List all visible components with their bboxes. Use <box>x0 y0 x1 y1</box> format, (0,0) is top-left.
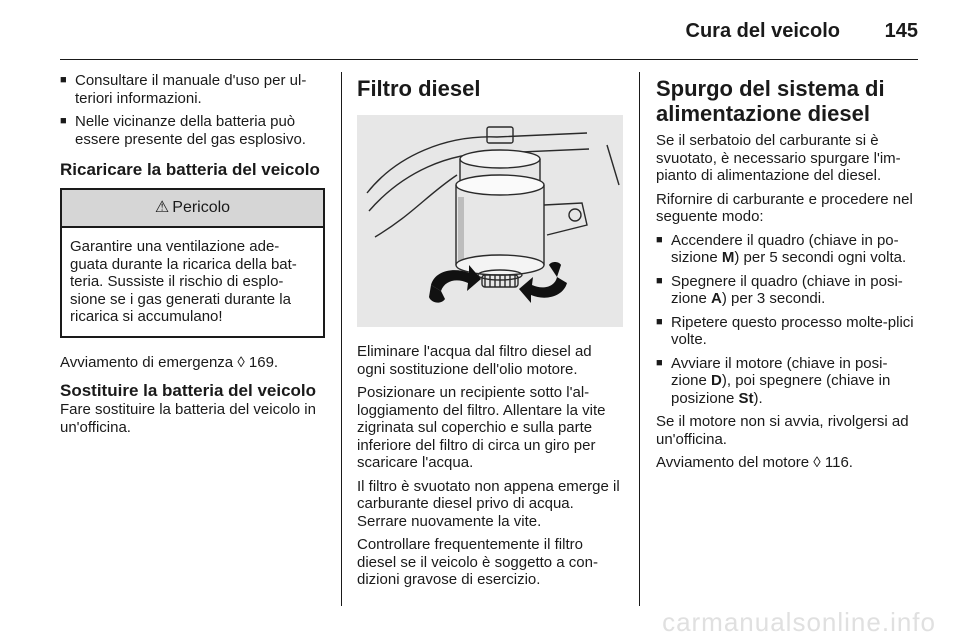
warning-triangle-icon: ⚠ <box>154 199 170 217</box>
list-item: ■ Accendere il quadro (chiave in po-sizione M) per 5 secondi ogni volta. <box>656 231 907 266</box>
column-divider <box>341 72 342 606</box>
cross-reference: Avviamento del motore ◊ 116. <box>656 454 853 471</box>
watermark: carmanualsonline.info <box>662 607 936 637</box>
list-item: ■ Spegnere il quadro (chiave in posi-zione A) per 3 secondi. <box>656 272 903 307</box>
section-heading: Spurgo del sistema di alimentazione diesel <box>656 76 885 126</box>
paragraph: Controllare frequentemente il filtro diesel se il veicolo è soggetto a con-dizioni gravose di esercizio. <box>357 536 598 588</box>
paragraph: Se il motore non si avvia, rivolgersi ad un'officina. <box>656 413 909 448</box>
column-middle <box>357 72 623 595</box>
paragraph: Posizionare un recipiente sotto l'al-loggiamento del filtro. Allentare la vite zigrinata sul coperchio e sulla parte inferiore del filtro di circa un giro per scaricare l'acqua. <box>357 384 606 471</box>
section-heading: Sostituire la batteria del veicolo <box>60 381 317 400</box>
column-right <box>656 72 922 478</box>
warning-header <box>62 190 323 228</box>
section-heading: Ricaricare la batteria del veicolo <box>60 160 320 179</box>
paragraph: Il filtro è svuotato non appena emerge il carburante diesel privo di acqua. Serrare nuovamente la vite. <box>357 477 620 530</box>
warning-title: Pericolo <box>172 199 231 217</box>
square-bullet-icon: ■ <box>60 74 67 86</box>
list-item: ■ Consultare il manuale d'uso per ul-teriori informazioni. <box>60 72 307 107</box>
list-item: ■ Ripetere questo processo molte-plici volte. <box>656 313 914 348</box>
chapter-title: Cura del veicolo <box>685 20 840 42</box>
square-bullet-icon: ■ <box>60 115 67 127</box>
warning-text: Garantire una ventilazione ade-guata durante la ricarica della bat-teria. Sussiste il rischio di esplo-sione se i gas generati durante la ricarica si accumulano! <box>70 238 297 325</box>
square-bullet-icon: ■ <box>656 233 663 246</box>
page-number: 145 <box>884 20 918 42</box>
list-item: ■ Nelle vicinanze della batteria può essere presente del gas esplosivo. <box>60 113 306 148</box>
cross-reference: Avviamento di emergenza ◊ 169. <box>60 353 279 371</box>
paragraph: Rifornire di carburante e procedere nel seguente modo: <box>656 190 913 225</box>
diesel-filter-illustration <box>357 115 623 327</box>
paragraph: Fare sostituire la batteria del veicolo in un'officina. <box>60 401 316 436</box>
column-left <box>60 72 325 442</box>
column-divider <box>639 72 640 606</box>
paragraph: Se il serbatoio del carburante si è svuotato, è necessario spurgare l'im-pianto di alimentazione del diesel. <box>656 132 901 184</box>
list-item: ■ Avviare il motore (chiave in posi-zione D), poi spegnere (chiave in posizione St). <box>656 354 891 407</box>
square-bullet-icon: ■ <box>656 274 663 287</box>
warning-box <box>60 188 325 338</box>
section-heading: Filtro diesel <box>357 76 481 101</box>
paragraph: Eliminare l'acqua dal filtro diesel ad ogni sostituzione dell'olio motore. <box>357 343 592 378</box>
square-bullet-icon: ■ <box>656 356 663 369</box>
square-bullet-icon: ■ <box>656 315 663 328</box>
header-divider <box>60 59 918 60</box>
